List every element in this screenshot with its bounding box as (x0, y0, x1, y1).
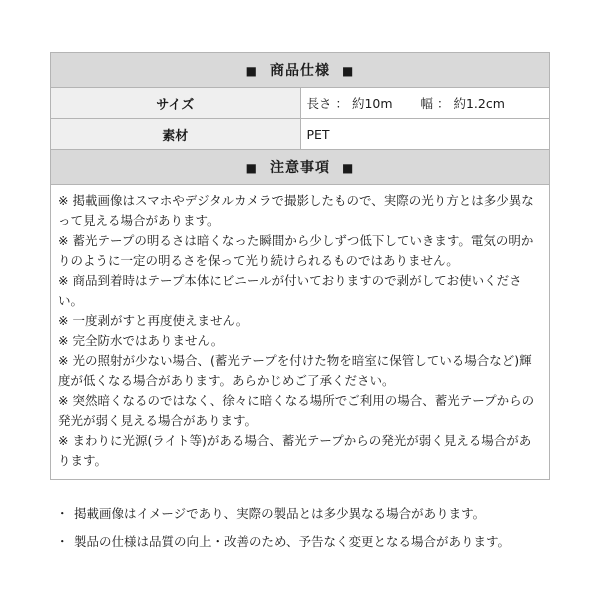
notes-body (51, 185, 550, 480)
notes-section-header (51, 150, 550, 185)
section-marker-icon: ■ (342, 64, 355, 78)
spec-row-size (51, 88, 550, 119)
bullet-icon: ・ (56, 534, 69, 549)
note-item: ※ 突然暗くなるのではなく、徐々に暗くなる場所でご利用の場合、蓄光テープからの発光が弱く見える場合があります。 (58, 393, 535, 428)
note-item: ※ まわりに光源(ライト等)がある場合、蓄光テープからの発光が弱く見える場合があります。 (58, 433, 532, 468)
material-value: PET (300, 119, 550, 150)
spec-row-material (51, 119, 550, 150)
disclaimer-item (56, 504, 576, 524)
disclaimer-item (56, 532, 576, 552)
disclaimer-list (56, 504, 576, 560)
disclaimer-text: 製品の仕様は品質の向上・改善のため、予告なく変更となる場合があります。 (74, 534, 511, 549)
section-marker-icon: ■ (245, 64, 258, 78)
spec-table (50, 52, 550, 480)
note-item: ※ 完全防水ではありません。 (58, 333, 224, 348)
size-value (300, 88, 550, 119)
note-item: ※ 掲載画像はスマホやデジタルカメラで撮影したもので、実際の光り方とは多少異なって見える場合があります。 (58, 193, 534, 228)
notes-section-title: 注意事項 (270, 160, 330, 176)
note-item: ※ 光の照射が少ない場合、(蓄光テープを付けた物を暗室に保管している場合など)輝度が低くなる場合があります。あらかじめご了承ください。 (58, 353, 532, 388)
size-length: 長さ ： 約10m (306, 96, 393, 111)
section-marker-icon: ■ (342, 161, 355, 175)
material-label: 素材 (51, 119, 301, 150)
bullet-icon: ・ (56, 506, 69, 521)
spec-section-header (51, 53, 550, 88)
note-item: ※ 商品到着時はテープ本体にビニールが付いておりますので剥がしてお使いください。 (58, 273, 522, 308)
size-label: サイズ (51, 88, 301, 119)
note-item: ※ 一度剥がすと再度使えません。 (58, 313, 249, 328)
section-marker-icon: ■ (245, 161, 258, 175)
note-item: ※ 蓄光テープの明るさは暗くなった瞬間から少しずつ低下していきます。電気の明かりのように一定の明るさを保って光り続けられるものではありません。 (58, 233, 534, 268)
disclaimer-text: 掲載画像はイメージであり、実際の製品とは多少異なる場合があります。 (74, 506, 486, 521)
spec-section-title: 商品仕様 (270, 63, 330, 79)
size-width: 幅 ： 約1.2cm (420, 96, 505, 111)
